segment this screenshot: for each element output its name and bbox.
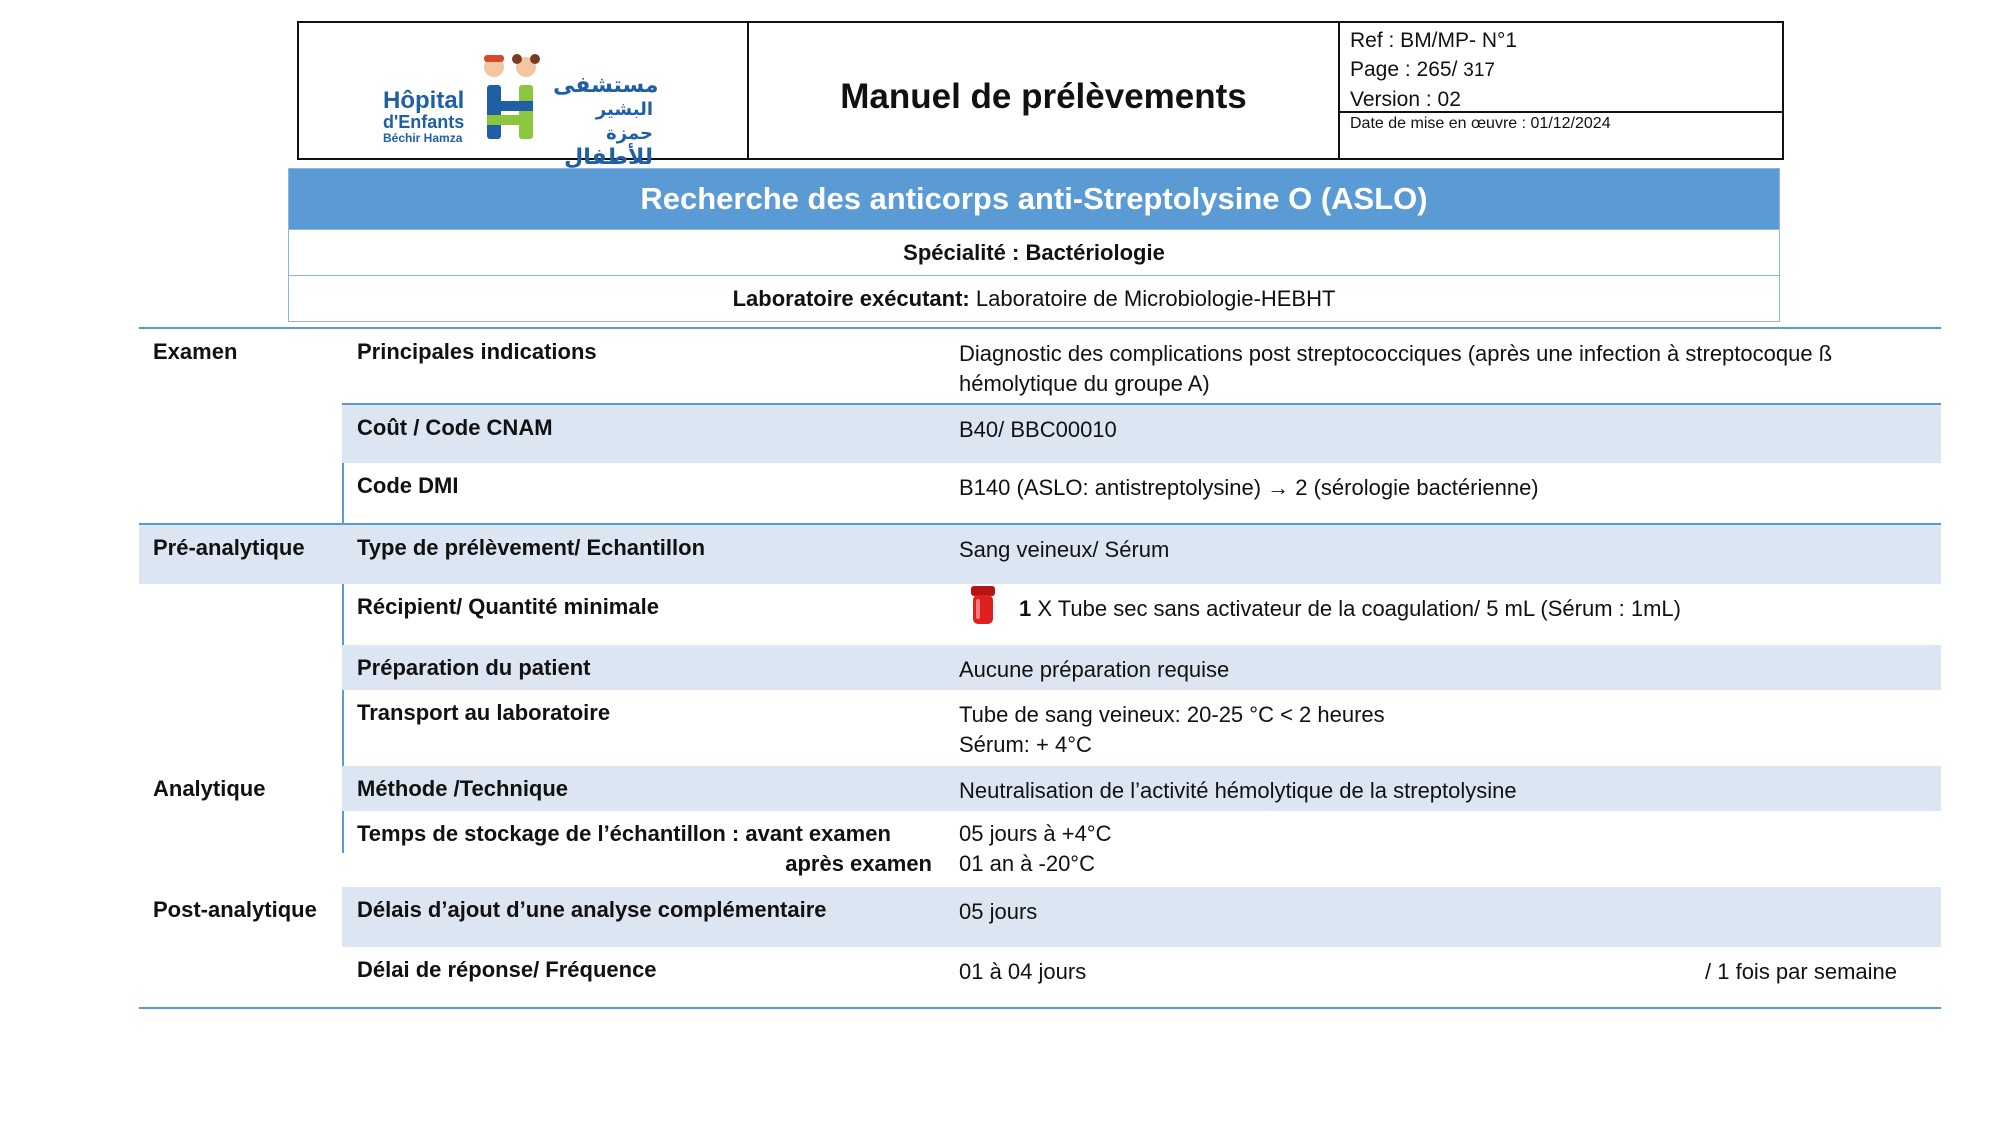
red-tube-icon — [969, 586, 997, 626]
delai-value: 01 à 04 jours — [959, 959, 1087, 984]
row-delai-reponse — [139, 947, 1941, 1007]
section-spacer — [139, 690, 342, 766]
row-preparation — [139, 645, 1941, 690]
label-stockage — [342, 811, 944, 887]
section-examen: Examen — [153, 339, 238, 364]
logo-ar-line-2: البشير حمزة — [595, 99, 653, 143]
logo-ar-line-3: للأطفال — [564, 144, 653, 169]
title-cell — [749, 23, 1340, 158]
value-stockage-line-2: 01 an à -20°C — [959, 851, 1095, 876]
row-transport — [139, 690, 1941, 766]
ref-number: Ref : BM/MP- N°1 — [1350, 29, 1518, 52]
value-indications-line-2: hémolytique du groupe A) — [959, 371, 1210, 396]
test-details-table — [139, 327, 1941, 1009]
value-cout: B40/ BBC00010 — [944, 405, 1941, 463]
label-stockage-line-2: après examen — [785, 851, 932, 876]
label-indications: Principales indications — [357, 339, 597, 364]
document-title: Manuel de prélèvements — [840, 76, 1247, 116]
recipient-text: X Tube sec sans activateur de la coagulation/ 5 mL (Sérum : 1mL) — [1037, 596, 1681, 621]
label-dmi: Code DMI — [357, 473, 459, 498]
label-preparation: Préparation du patient — [342, 645, 944, 690]
meta-info — [1340, 23, 1782, 113]
row-delais-ajout — [139, 887, 1941, 947]
labo-value: Laboratoire de Microbiologie-HEBHT — [975, 285, 1336, 311]
label-stockage-line-1: Temps de stockage de l’échantillon : avant examen — [357, 821, 891, 846]
logo-cell — [299, 23, 749, 169]
row-methode — [139, 766, 1941, 811]
page-label: Page : 265/ — [1350, 58, 1458, 81]
row-indications — [139, 329, 1941, 403]
recipient-qty: 1 — [1019, 596, 1032, 621]
value-transport-line-1: Tube de sang veineux: 20-25 °C < 2 heures — [959, 702, 1385, 727]
frequence-value: / 1 fois par semaine — [1705, 959, 1897, 984]
logo-line-3: Béchir Hamza — [383, 131, 463, 145]
children-h-logo-icon — [479, 51, 541, 141]
laboratoire — [289, 275, 1779, 321]
section-spacer — [139, 947, 342, 1007]
logo-line-1: Hôpital — [383, 87, 465, 114]
section-spacer — [139, 645, 342, 690]
specialite — [289, 229, 1779, 275]
value-stockage — [944, 811, 1941, 887]
label-type: Type de prélèvement/ Echantillon — [342, 525, 944, 584]
page-number — [1350, 55, 1782, 85]
value-transport — [944, 690, 1941, 766]
value-stockage-line-1: 05 jours à +4°C — [959, 821, 1112, 846]
row-cout — [342, 403, 1941, 463]
test-title-block — [288, 168, 1780, 322]
labo-label: Laboratoire exécutant: — [732, 285, 970, 311]
logo-ar-line-1: مستشفى — [553, 72, 659, 97]
label-recipient: Récipient/ Quantité minimale — [357, 594, 659, 619]
section-spacer — [139, 811, 342, 887]
value-type: Sang veineux/ Sérum — [944, 525, 1941, 584]
label-delai-reponse: Délai de réponse/ Fréquence — [357, 957, 657, 982]
label-transport: Transport au laboratoire — [357, 700, 611, 725]
meta-cell — [1340, 23, 1782, 158]
value-delai-reponse — [944, 947, 1941, 1007]
specialite-text: Spécialité : Bactériologie — [903, 239, 1165, 265]
label-methode: Méthode /Technique — [342, 766, 944, 811]
section-pre-analytique: Pré-analytique — [139, 525, 342, 584]
row-stockage — [139, 811, 1941, 887]
hospital-logo — [383, 51, 663, 169]
test-title: Recherche des anticorps anti-Streptolysine O (ASLO) — [289, 169, 1779, 229]
value-preparation: Aucune préparation requise — [944, 645, 1941, 690]
effective-date: Date de mise en œuvre : 01/12/2024 — [1350, 115, 1611, 132]
value-methode: Neutralisation de l’activité hémolytique de la streptolysine — [944, 766, 1941, 811]
value-indications — [944, 329, 1941, 403]
value-recipient — [944, 584, 1941, 645]
value-transport-line-2: Sérum: + 4°C — [959, 732, 1092, 757]
logo-text-ar — [553, 72, 659, 169]
value-indications-line-1: Diagnostic des complications post streptococciques (après une infection à streptocoque ß — [959, 341, 1833, 366]
section-analytique: Analytique — [153, 776, 266, 801]
label-delais-ajout: Délais d’ajout d’une analyse complémentaire — [342, 887, 944, 947]
row-type — [139, 523, 1941, 584]
page-total: 317 — [1463, 60, 1495, 81]
section-post-analytique: Post-analytique — [153, 897, 317, 922]
row-dmi — [342, 463, 1941, 523]
document-header — [297, 21, 1784, 169]
label-cout: Coût / Code CNAM — [342, 405, 944, 463]
value-dmi: B140 (ASLO: antistreptolysine) → 2 (sérologie bactérienne) — [959, 475, 1539, 500]
value-delais-ajout: 05 jours — [944, 887, 1941, 947]
row-recipient — [139, 584, 1941, 645]
logo-line-2: d'Enfants — [383, 112, 465, 132]
section-spacer — [139, 584, 342, 645]
version: Version : 02 — [1350, 88, 1461, 111]
